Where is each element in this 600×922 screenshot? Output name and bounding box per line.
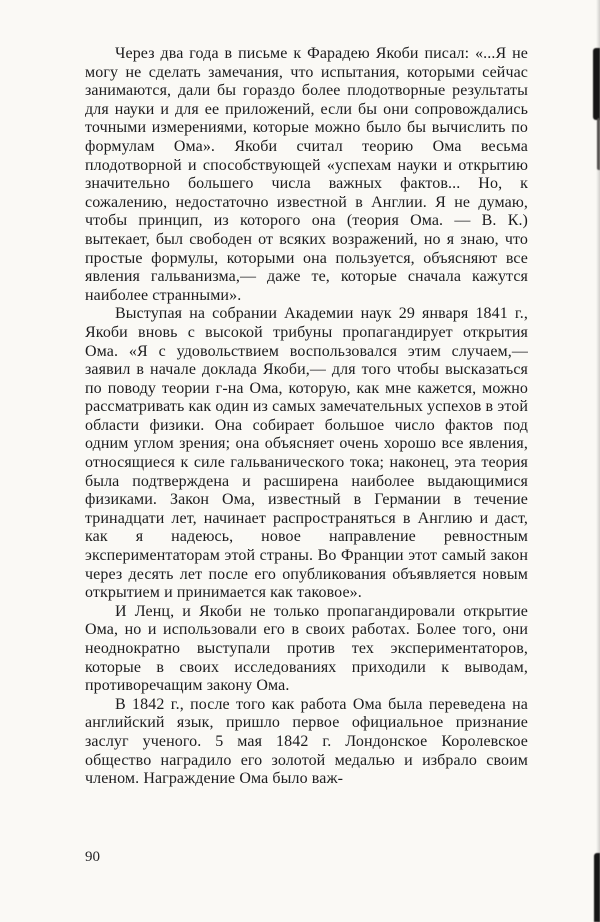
scan-smudge-top-right [593,48,600,120]
paragraph: Выступая на собрании Академии наук 29 января 1841 г., Якоби вновь с высокой трибуны пропагандирует открытия Ома. «Я с удовольствием воспользовался этим случаем,— заявил в начале доклада Якоби,— для того чтобы высказаться по поводу теории г-на Ома, которую, как мне кажется, можно рассматривать как один из самых замечательных успехов в этой области физики. Она собирает большое число фактов под одним углом зрения; она объясняет очень хорошо все явления, относящиеся к силе гальванического тока; наконец, эта теория была подтверждена и расширена наиболее выдающимися физиками. Закон Ома, известный в Германии в течение тринадцати лет, начинает распространяться в Англию и даст, как я надеюсь, новое направление ревностным экспериментаторам этой страны. Во Франции этот самый закон через десять лет после его опубликования объявляется новым открытием и принимается как таковое». [85,305,528,602]
scan-smudge-bottom-right [594,853,600,922]
paragraph: В 1842 г., после того как работа Ома была переведена на английский язык, пришло первое официальное признание заслуг ученого. 5 мая 1842 г. Лондонское Королевское общество наградило его золотой медалью и избрало своим членом. Награждение Ома было важ- [85,695,528,788]
paragraph: И Ленц, и Якоби не только пропагандировали открытие Ома, но и использовали его в своих работах. Более того, они неоднократно выступали против тех экспериментаторов, которые в своих исследованиях приходили к выводам, противоречащим закону Ома. [85,602,528,695]
page-text-block [85,45,528,789]
page-number: 90 [85,849,100,865]
paragraph: Через два года в письме к Фарадею Якоби писал: «...Я не могу не сделать замечания, что испытания, которыми сейчас занимаются, дали бы гораздо более плодотворные результаты для науки и для ее приложений, если бы они сопровождались точными измерениями, которые можно было бы вычислить по формулам Ома». Якоби считал теорию Ома весьма плодотворной и способствующей «успехам науки и открытию значительно большего числа важных фактов... Но, к сожалению, недостаточно известной в Англии. Я не думаю, чтобы принцип, из которого она (теория Ома. — В. К.) вытекает, был свободен от всяких возражений, но я знаю, что простые формулы, которыми она пользуется, объясняют все явления гальванизма,— даже те, которые сначала кажутся наиболее странными». [85,45,528,304]
